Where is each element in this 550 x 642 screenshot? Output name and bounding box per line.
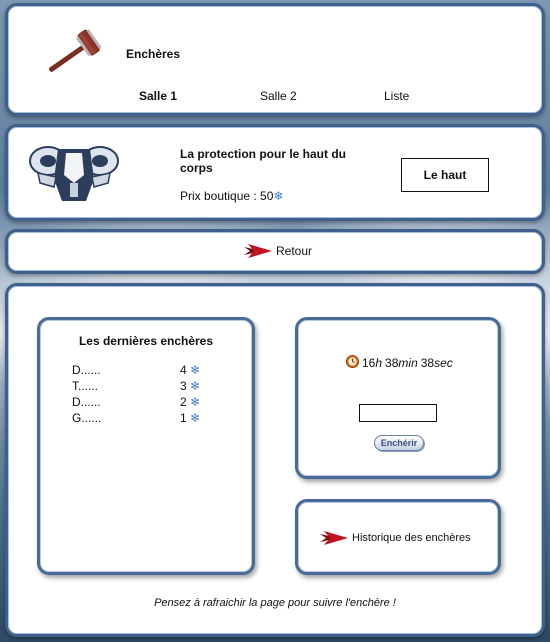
timer-hours: 16 (362, 356, 376, 370)
tab-liste[interactable]: Liste (384, 89, 410, 103)
tab-salle-1[interactable]: Salle 1 (139, 89, 178, 103)
countdown: 16 h 38 min 38 sec (346, 355, 453, 371)
last-bids-title: Les dernières enchères (78, 334, 214, 348)
snowflake-icon: ❄ (190, 363, 201, 377)
red-arrow-icon (244, 242, 274, 260)
bid-amount: 4 ❄ (180, 363, 201, 377)
bid-button[interactable]: Enchérir (374, 435, 424, 451)
back-link[interactable] (244, 242, 312, 260)
last-bids-box (37, 317, 255, 575)
snowflake-icon: ❄ (273, 189, 284, 203)
clock-icon (346, 355, 359, 371)
snowflake-icon: ❄ (190, 379, 201, 393)
snowflake-icon: ❄ (190, 395, 201, 409)
timer-minutes: 38 (385, 356, 399, 370)
bidder-name: T...... (72, 379, 99, 393)
back-label: Retour (276, 244, 313, 258)
product-price (180, 189, 283, 203)
snowflake-icon: ❄ (190, 411, 201, 425)
back-panel (5, 229, 545, 274)
history-label: Historique des enchères (352, 532, 471, 544)
bidder-name: D...... (72, 363, 101, 377)
page-title: Enchères (126, 47, 181, 61)
timer-seconds: 38 (420, 356, 435, 370)
bid-amount: 2 ❄ (180, 395, 201, 409)
history-link[interactable] (320, 529, 471, 547)
red-arrow-icon (320, 529, 350, 547)
refresh-note: Pensez à rafraichir la page pour suivre l'enchère ! (154, 597, 396, 609)
bidder-name: D...... (72, 395, 101, 409)
tab-salle-2[interactable]: Salle 2 (260, 89, 297, 103)
bid-box (295, 317, 501, 479)
gavel-icon (38, 22, 110, 84)
price-text: Prix boutique : 50 (180, 189, 274, 203)
auction-panel (5, 283, 545, 637)
bidder-name: G...... (72, 411, 102, 425)
shoulder-pads-icon (28, 139, 120, 205)
product-name: La protection pour le haut du corps (180, 147, 346, 175)
bid-amount: 1 ❄ (180, 411, 201, 425)
bid-amount: 3 ❄ (180, 379, 201, 393)
history-box (295, 499, 501, 575)
bid-amount-input[interactable] (359, 404, 437, 422)
category-button[interactable]: Le haut (401, 158, 489, 192)
header-panel (5, 3, 545, 116)
product-panel (5, 124, 545, 221)
